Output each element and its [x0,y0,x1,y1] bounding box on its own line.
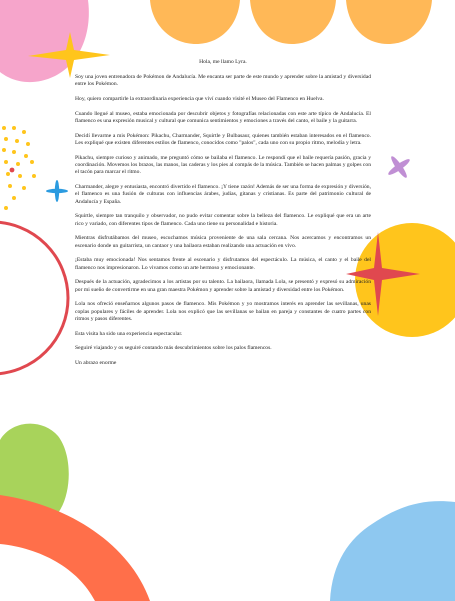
letter-paragraph: Hoy, quiero compartirle la extraordinaria experiencia que viví cuando visité el Museo del Flamenco en Huelva. [75,96,324,103]
orange-scallop-shape [250,0,336,44]
orange-scallop-shape [150,0,240,44]
letter-paragraph: ¡Estaba muy emocionada! Nos sentamos frente al escenario y disfrutamos del espectáculo. La música, el canto y el baile del flamenco nos impresionaron. Lo vivamos como un arte hermoso y emocionante. [75,257,371,271]
yellow-hearts-icon [2,126,36,210]
letter-paragraph: Decidí llevarme a mis Pokémon: Pikachu, Charmander, Squirtle y Bulbasaur, quienes también estaban interesados en el flamenco. Les expliqué que existen diferentes estilos de flamenco, conocidos como "palos", cada uno con su propio ritmo, melodía y letra. [75,133,371,147]
blue-blob-shape [330,501,455,601]
letter-paragraph: Esta visita ha sido una experiencia espectacular. [75,330,183,337]
letter-body [75,59,371,367]
letter-paragraph: Cuando llegué al museo, estaba emocionada por descubrir objetos y fotografías relacionadas con este arte típico de Andalucía. El flamenco es una expresión musical y cultural que comunica sentimientos y emociones a través del canto, el baile y la guitarra. [75,111,371,125]
red-ring-shape [0,222,68,374]
coral-arc-shape [0,495,150,601]
letter-paragraph: Mientras disfrutábamos del museo, escuchamos música proveniente de una sala cercana. Nos acercamos y encontramos un escenario donde un guitarrista, un cantaor y una bailaora estaban realizando una actuación en vivo. [75,235,371,249]
letter-signoff: Un abrazo enorme [75,360,117,367]
letter-paragraph: Squirtle, siempre tan tranquilo y observador, no pudo evitar comentar sobre la belleza del flamenco. Le expliqué que era un arte rico y variado, con diferentes tipos de flamenco. Cada uno tiene su personalidad e historia. [75,213,371,227]
letter-paragraph: Lola nos ofreció enseñarnos algunos pasos de flamenco. Mis Pokémon y yo mostramos interés en aprender las sevillanas, unas coplas populares y fáciles de aprender. Lola nos explicó que las sevillanas se bailan en pareja y constantes de cuatro partes con ritmos y pasos diferentes. [75,301,371,322]
letter-paragraph: Después de la actuación, agradecimos a los artistas por su talento. La bailaora, llamada Lola, se presentó y expresó su admiración por mi sueño de convertirme en una gran maestra Pokémon y aprender sobre la amistad y diversidad entre los Pokémon. [75,279,371,293]
letter-paragraph: Seguiré viajando y os seguiré contando más descubrimientos sobre los palos flamencos. [75,345,272,352]
red-dot-icon [10,168,15,173]
orange-scallop-shape [346,0,432,44]
letter-paragraph: Charmander, alegre y entusiasta, encontró divertido el flamenco. ¡Y tiene razón! Además de ser una forma de expresión y diversión, el flamenco es una fusión de culturas con influencias árabes, judías, gitanas y cristianas. Es parte del patrimonio cultural de Andalucía y España. [75,184,371,205]
lilac-flower-icon [387,155,412,180]
letter-paragraph: Pikachu, siempre curioso y animado, me preguntó cómo se bailaba el flamenco. Le respondí que el baile requería pasión, gracia y coordinación. Movemos los brazos, las manos, las caderas y los pies al compás de la música. También se hacen palmas y golpes con el tacón para marcar el ritmo. [75,155,371,176]
letter-paragraph: Soy una joven entrenadora de Pokémon de Andalucía. Me encanta ser parte de este mundo y aprender sobre la amistad y diversidad entre los Pokémon. [75,74,371,88]
blue-flower-icon [46,180,68,202]
letter-salutation: Hola, me llamo Lyra. [199,59,247,65]
